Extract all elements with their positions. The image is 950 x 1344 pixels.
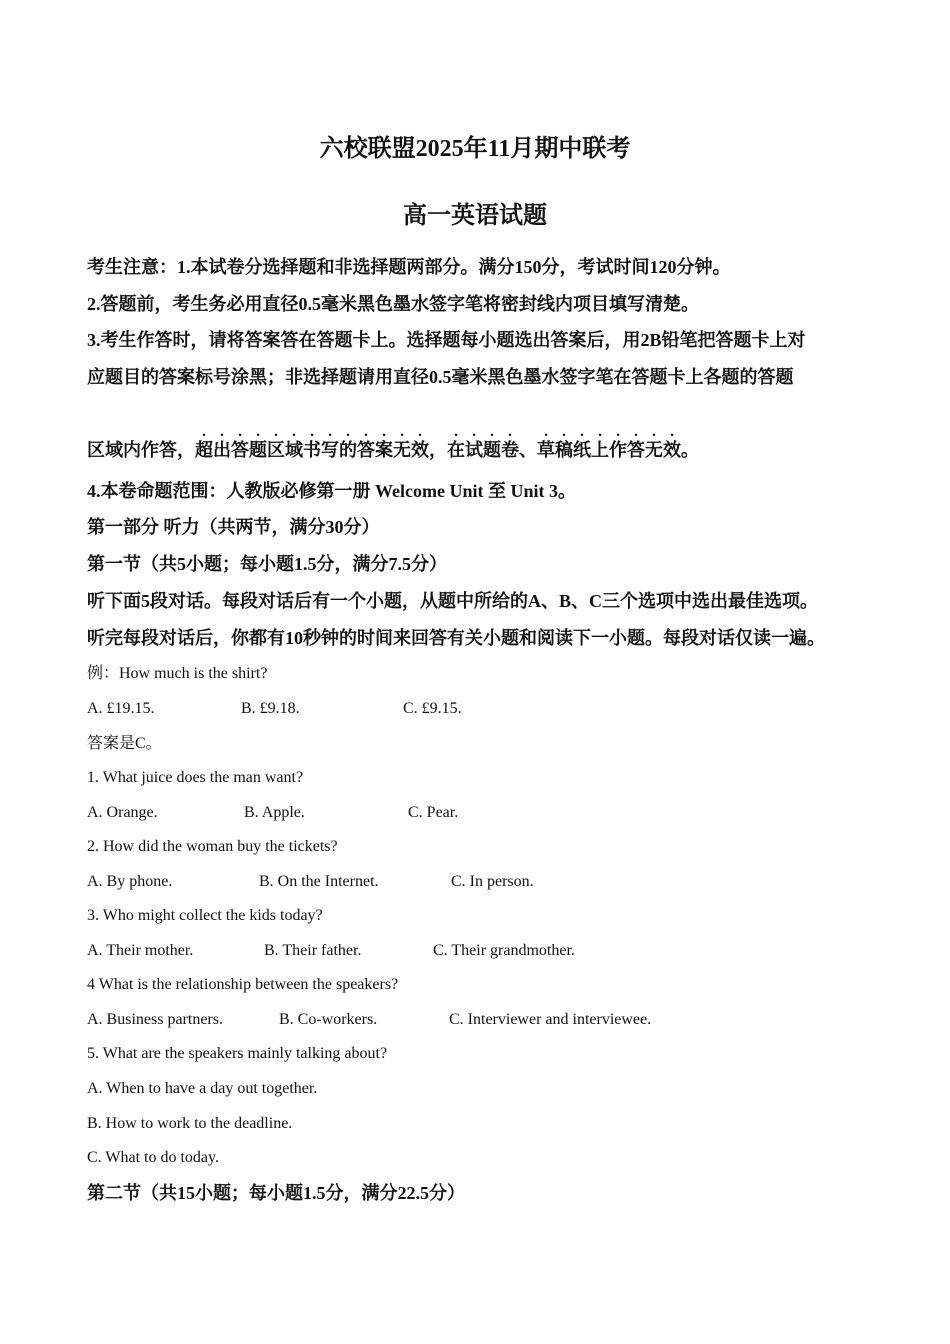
instruction-line-2: 听完每段对话后，你都有10秒钟的时间来回答有关小题和阅读下一小题。每段对话仅读一遍。 [87,628,825,648]
option-b: B. £9.18. [241,700,300,717]
option-b: B. Apple. [244,804,305,821]
notice-line-5 [87,430,699,462]
option-a: A. Their mother. [87,942,194,959]
notice-line-5-part: 。 [681,440,699,460]
emphasized-text: 草稿纸上作答无效 [537,440,681,460]
question-3-options [87,939,575,963]
option-a: A. £19.15. [87,700,155,717]
notice-line-2: 2.答题前，考生务必用直径0.5毫米黑色墨水签字笔将密封线内项目填写清楚。 [87,294,699,314]
question-2: 2. How did the woman buy the tickets? [87,838,338,855]
notice-line-3: 3.考生作答时，请将答案答在答题卡上。选择题每小题选出答案后，用2B铅笔把答题卡上对 [87,330,806,350]
notice-line-5-part: 区域内作答， [87,440,195,460]
question-5: 5. What are the speakers mainly talking about? [87,1045,388,1062]
option-c: C. Pear. [408,804,459,821]
example-answer: 答案是C。 [87,735,162,752]
option-a: A. Business partners. [87,1011,223,1028]
instruction-line-1: 听下面5段对话。每段对话后有一个小题，从题中所给的A、B、C三个选项中选出最佳选项。 [87,591,818,611]
notice-line-1: 考生注意：1.本试卷分选择题和非选择题两部分。满分150分，考试时间120分钟。 [87,257,731,277]
option-b: B. Their father. [264,942,362,959]
question-2-options [87,870,534,894]
section1-heading: 第一节（共5小题；每小题1.5分，满分7.5分） [87,554,447,574]
question-4-options [87,1008,651,1032]
option-c: C. In person. [451,873,534,890]
question-3: 3. Who might collect the kids today? [87,907,323,924]
part1-heading: 第一部分 听力（共两节，满分30分） [87,517,380,537]
option-c: C. £9.15. [403,700,462,717]
option-b: B. How to work to the deadline. [87,1115,293,1132]
question-1: 1. What juice does the man want? [87,769,304,786]
emphasized-text: 在试题卷、 [447,440,537,460]
example-options [87,697,462,721]
option-c: C. What to do today. [87,1149,219,1166]
exam-title: 六校联盟2025年11月期中联考 [319,136,631,162]
question-1-options [87,801,458,825]
emphasized-text: 超出答题区域书写的答案无效 [195,440,429,460]
notice-line-4: 应题目的答案标号涂黑；非选择题请用直径0.5毫米黑色墨水签字笔在答题卡上各题的答题 [87,367,794,387]
example-question: 例：How much is the shirt? [87,665,268,682]
notice-line-5-part: ， [429,440,447,460]
option-a: A. Orange. [87,804,158,821]
option-c: C. Their grandmother. [433,942,575,959]
option-b: B. On the Internet. [259,873,379,890]
exam-subtitle: 高一英语试题 [403,203,547,229]
option-b: B. Co-workers. [279,1011,378,1028]
section2-heading: 第二节（共15小题；每小题1.5分，满分22.5分） [87,1183,465,1203]
option-a: A. By phone. [87,873,173,890]
notice-line-6: 4.本卷命题范围：人教版必修第一册 Welcome Unit 至 Unit 3。 [87,481,576,501]
question-4: 4 What is the relationship between the speakers? [87,976,399,993]
option-c: C. Interviewer and interviewee. [449,1011,652,1028]
option-a: A. When to have a day out together. [87,1080,318,1097]
